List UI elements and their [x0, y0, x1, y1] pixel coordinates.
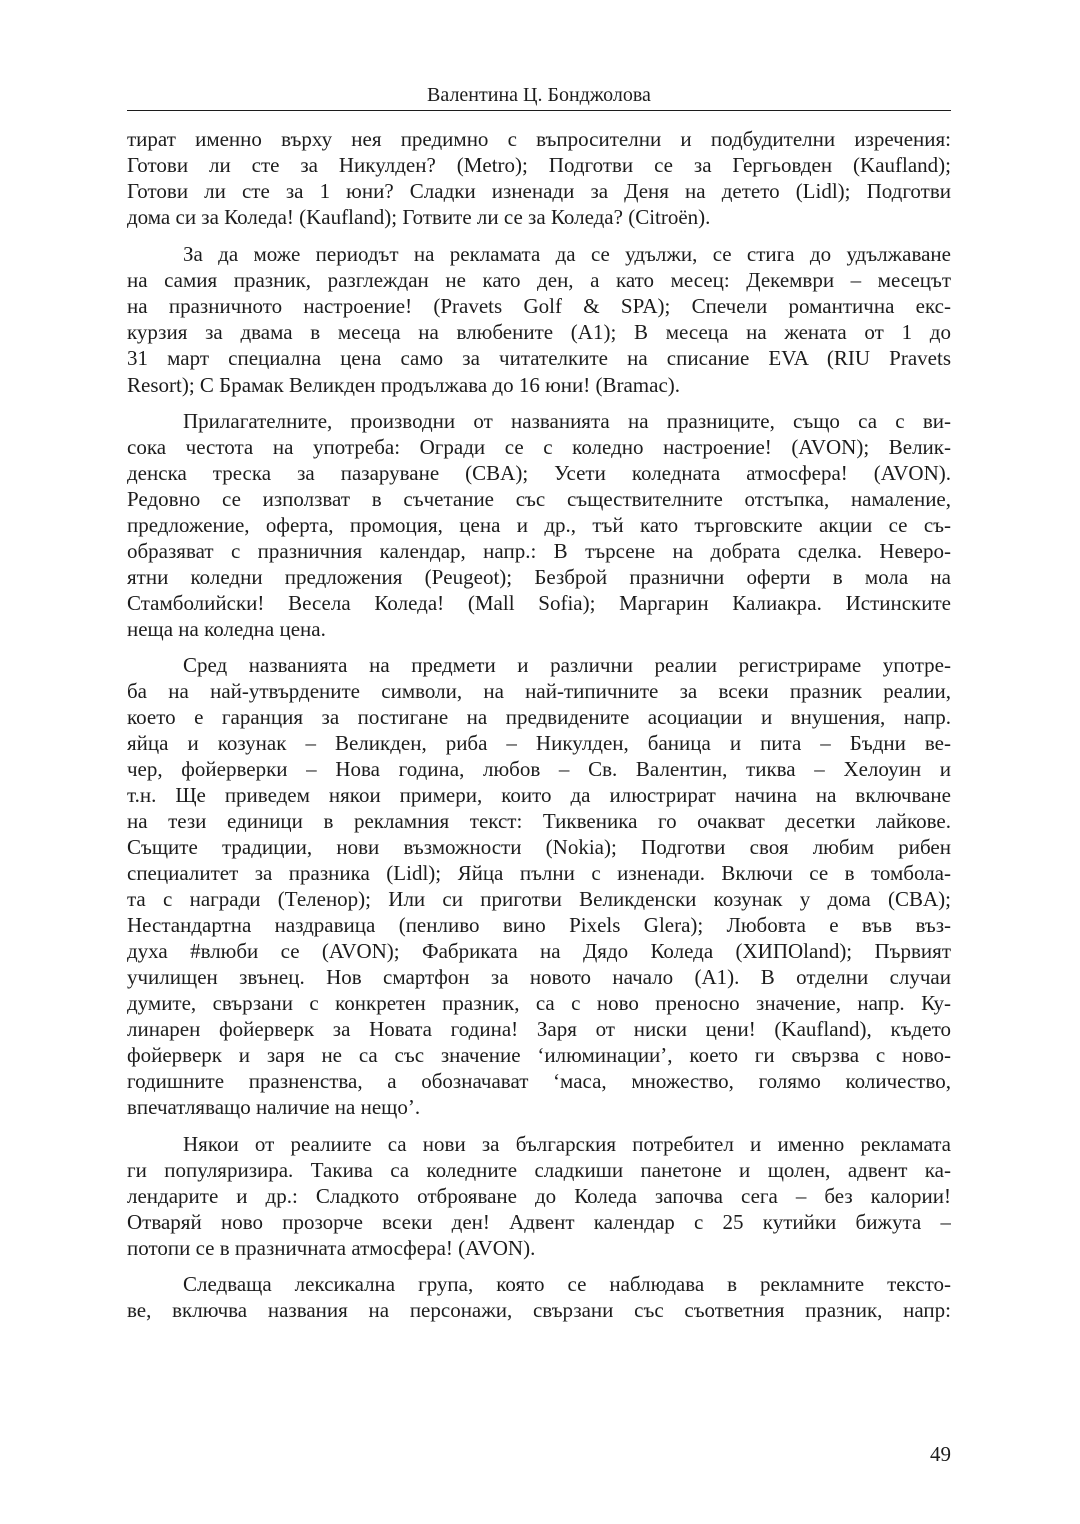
- text-line: линарен фойерверк за Новата година! Заря от ниски цени! (Kaufland), където: [127, 1017, 951, 1041]
- text-line: фойерверк и заря не са със значение ‘илюминации’, което ги свързва с ново-: [127, 1043, 951, 1067]
- text-line: Редовно се използват в съчетание със съществителните отстъпка, намаление,: [127, 487, 951, 511]
- text-line: на тези единици в рекламния текст: Тиквеника го очакват десетки лайкове.: [127, 809, 951, 833]
- text-line: Някои от реалиите са нови за българския потребител и именно рекламата: [183, 1132, 951, 1156]
- text-line: впечатляващо наличие на нещо’.: [127, 1095, 421, 1119]
- text-line: Прилагателните, производни от названията на празниците, също са с ви-: [183, 409, 951, 433]
- text-line: Сред названията на предмети и различни реалии регистрираме употре-: [183, 653, 951, 677]
- text-line: ятни коледни предложения (Peugeot); Безброй празнични оферти в мола на: [127, 565, 951, 589]
- text-line: лендарите и др.: Сладкото отброяване до Коледа започва сега – без калории!: [127, 1184, 951, 1208]
- header-rule: [127, 110, 951, 111]
- text-line: та с награди (Теленор); Или си приготви Великденски козунак у дома (CBA);: [127, 887, 951, 911]
- text-line: Отваряй ново прозорче всеки ден! Адвент календар с 25 кутийки бижута –: [127, 1210, 951, 1234]
- text-line: неща на коледна цена.: [127, 617, 326, 641]
- text-line: Стамболийски! Весела Коледа! (Mall Sofia); Маргарин Калиакра. Истинските: [127, 591, 951, 615]
- text-line: ба на най-утвърдените символи, на най-типичните за всеки празник реалии,: [127, 679, 951, 703]
- text-line: яйца и козунак – Великден, риба – Никулден, баница и пита – Бъдни ве-: [127, 731, 951, 755]
- text-line: думите, свързани с конкретен празник, са с ново преносно значение, напр. Ку-: [127, 991, 951, 1015]
- text-line: на празничното настроение! (Pravets Golf & SPA); Спечели романтична екс-: [127, 294, 951, 318]
- text-line: сока честота на употреба: Огради се с коледно настроение! (AVON); Велик-: [127, 435, 951, 459]
- text-line: курзия за двама в месеца на влюбените (A1); В месеца на жената от 1 до: [127, 320, 951, 344]
- text-line: предложение, оферта, промоция, цена и др., тъй като търговските акции се съ-: [127, 513, 951, 537]
- text-line: дома си за Коледа! (Kaufland); Готвите ли се за Коледа? (Citroën).: [127, 205, 711, 229]
- running-header: Валентина Ц. Бонджолова: [427, 84, 651, 106]
- text-line: денска треска за пазаруване (CBA); Усети коледната атмосфера! (AVON).: [127, 461, 951, 485]
- text-line: Resort); С Брамак Великден продължава до 16 юни! (Bramac).: [127, 373, 681, 397]
- page-number: 49: [930, 1442, 951, 1466]
- text-line: тират именно върху нея предимно с въпросителни и подбудителни изречения:: [127, 127, 951, 151]
- text-line: Готови ли сте за Никулден? (Metro); Подготви се за Гергьовден (Kaufland);: [127, 153, 951, 177]
- text-line: Нестандартна наздравица (пенливо вино Pixels Glera); Любовта е във въз-: [127, 913, 951, 937]
- text-line: т.н. Ще приведем някои примери, които да илюстрират начина на включване: [127, 783, 951, 807]
- text-line: 31 март специална цена само за читателките на списание EVA (RIU Pravets: [127, 346, 951, 370]
- text-line: ги популяризира. Такива са коледните сладкиши панетоне и щолен, адвент ка-: [127, 1158, 951, 1182]
- text-line: потопи се в празничната атмосфера! (AVON).: [127, 1236, 536, 1260]
- text-line: Следваща лексикална група, която се наблюдава в рекламните тексто-: [183, 1272, 951, 1296]
- text-line: За да може периодът на рекламата да се удължи, се стига до удължаване: [183, 242, 951, 266]
- text-line: ве, включва названия на персонажи, свързани със съответния празник, напр:: [127, 1298, 951, 1322]
- text-line: на самия празник, разглеждан не като ден, а като месец: Декември – месецът: [127, 268, 951, 292]
- text-line: образяват с празничния календар, напр.: В търсене на добрата сделка. Неверо-: [127, 539, 951, 563]
- text-line: годишните празненства, а обозначават ‘маса, множество, голямо количество,: [127, 1069, 951, 1093]
- text-line: училищен звънец. Нов смартфон за новото начало (A1). В отделни случаи: [127, 965, 951, 989]
- text-line: специалитет за празника (Lidl); Яйца пълни с изненади. Включи се в томбола-: [127, 861, 951, 885]
- text-line: Готови ли сте за 1 юни? Сладки изненади за Деня на детето (Lidl); Подготви: [127, 179, 951, 203]
- text-line: чер, фойерверки – Нова година, любов – Св. Валентин, тиква – Хелоуин и: [127, 757, 951, 781]
- text-line: духа #влюби се (AVON); Фабриката на Дядо Коледа (ХИПОland); Първият: [127, 939, 951, 963]
- text-line: което е гаранция за постигане на предвидените асоциации и внушения, напр.: [127, 705, 951, 729]
- text-line: Същите традиции, нови възможности (Nokia); Подготви своя любим рибен: [127, 835, 951, 859]
